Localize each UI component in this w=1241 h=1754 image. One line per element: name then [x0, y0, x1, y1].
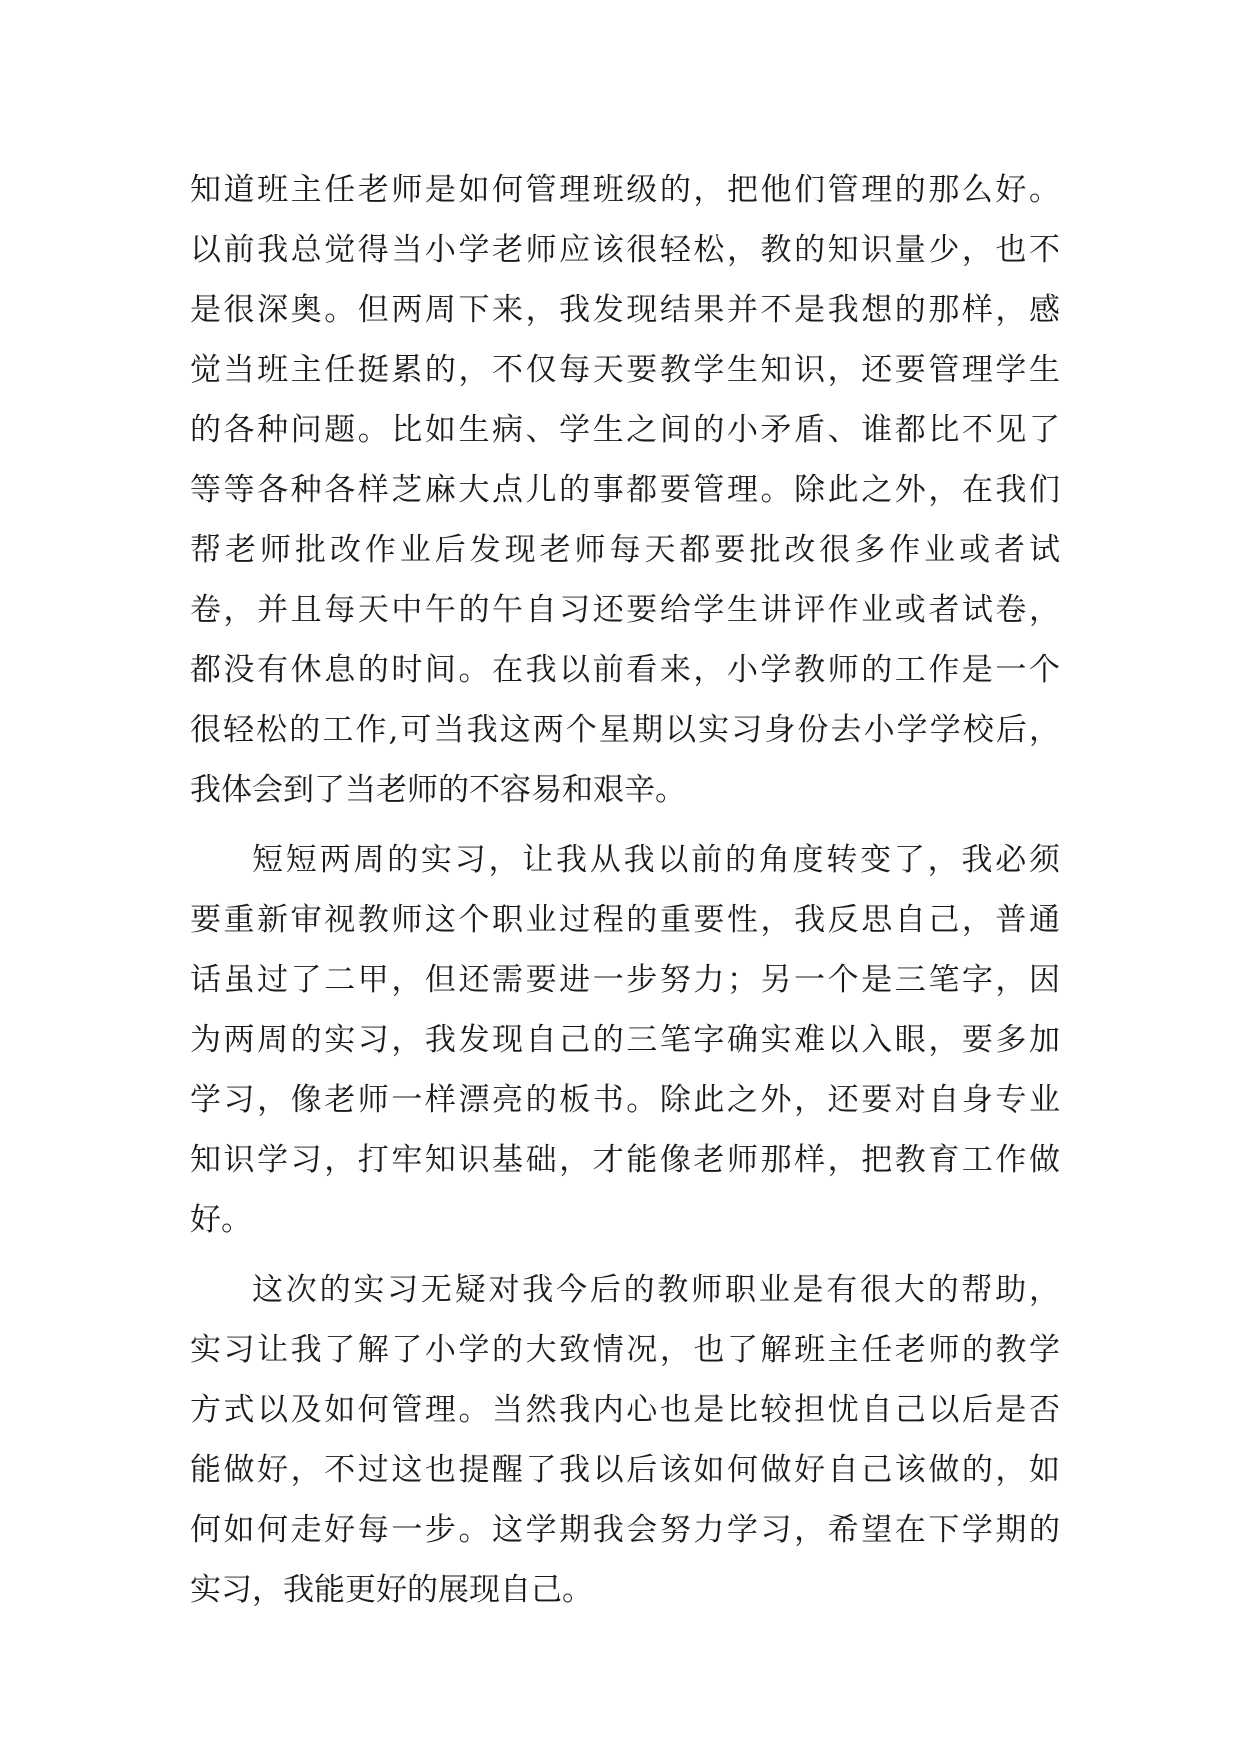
text-line: 短短两周的实习，让我从我以前的角度转变了，我必须 [252, 842, 1060, 878]
text-line: 这次的实习无疑对我今后的教师职业是有很大的帮助， [252, 1272, 1060, 1308]
text-line: 是很深奥。但两周下来，我发现结果并不是我想的那样，感 [190, 292, 1060, 328]
paragraph-2 [190, 830, 1060, 1250]
text-line: 我体会到了当老师的不容易和艰辛。 [190, 772, 686, 808]
text-line: 学习，像老师一样漂亮的板书。除此之外，还要对自身专业 [190, 1082, 1060, 1118]
text-line: 觉当班主任挺累的，不仅每天要教学生知识，还要管理学生 [190, 352, 1060, 388]
text-line: 卷，并且每天中午的午自习还要给学生讲评作业或者试卷， [190, 592, 1060, 628]
text-line: 要重新审视教师这个职业过程的重要性，我反思自己，普通 [190, 902, 1060, 938]
text-line: 为两周的实习，我发现自己的三笔字确实难以入眼，要多加 [190, 1022, 1060, 1058]
text-line: 话虽过了二甲，但还需要进一步努力；另一个是三笔字，因 [190, 962, 1060, 998]
text-line: 都没有休息的时间。在我以前看来，小学教师的工作是一个 [190, 652, 1060, 688]
text-line: 实习，我能更好的展现自己。 [190, 1572, 593, 1608]
text-line: 帮老师批改作业后发现老师每天都要批改很多作业或者试 [190, 532, 1060, 568]
body-text [190, 160, 1060, 1620]
text-line: 很轻松的工作,可当我这两个星期以实习身份去小学学校后， [190, 712, 1060, 748]
text-line: 方式以及如何管理。当然我内心也是比较担忧自己以后是否 [190, 1392, 1060, 1428]
text-line: 知道班主任老师是如何管理班级的，把他们管理的那么好。 [190, 172, 1060, 208]
text-line: 以前我总觉得当小学老师应该很轻松，教的知识量少，也不 [190, 232, 1060, 268]
text-line: 好。 [190, 1202, 252, 1238]
paragraph-3 [190, 1260, 1060, 1620]
text-line: 能做好，不过这也提醒了我以后该如何做好自己该做的，如 [190, 1452, 1060, 1488]
text-line: 的各种问题。比如生病、学生之间的小矛盾、谁都比不见了 [190, 412, 1060, 448]
paragraph-1 [190, 160, 1060, 820]
text-line: 实习让我了解了小学的大致情况，也了解班主任老师的教学 [190, 1332, 1060, 1368]
text-line: 知识学习，打牢知识基础，才能像老师那样，把教育工作做 [190, 1142, 1060, 1178]
text-line: 等等各种各样芝麻大点儿的事都要管理。除此之外，在我们 [190, 472, 1060, 508]
text-line: 何如何走好每一步。这学期我会努力学习，希望在下学期的 [190, 1512, 1060, 1548]
